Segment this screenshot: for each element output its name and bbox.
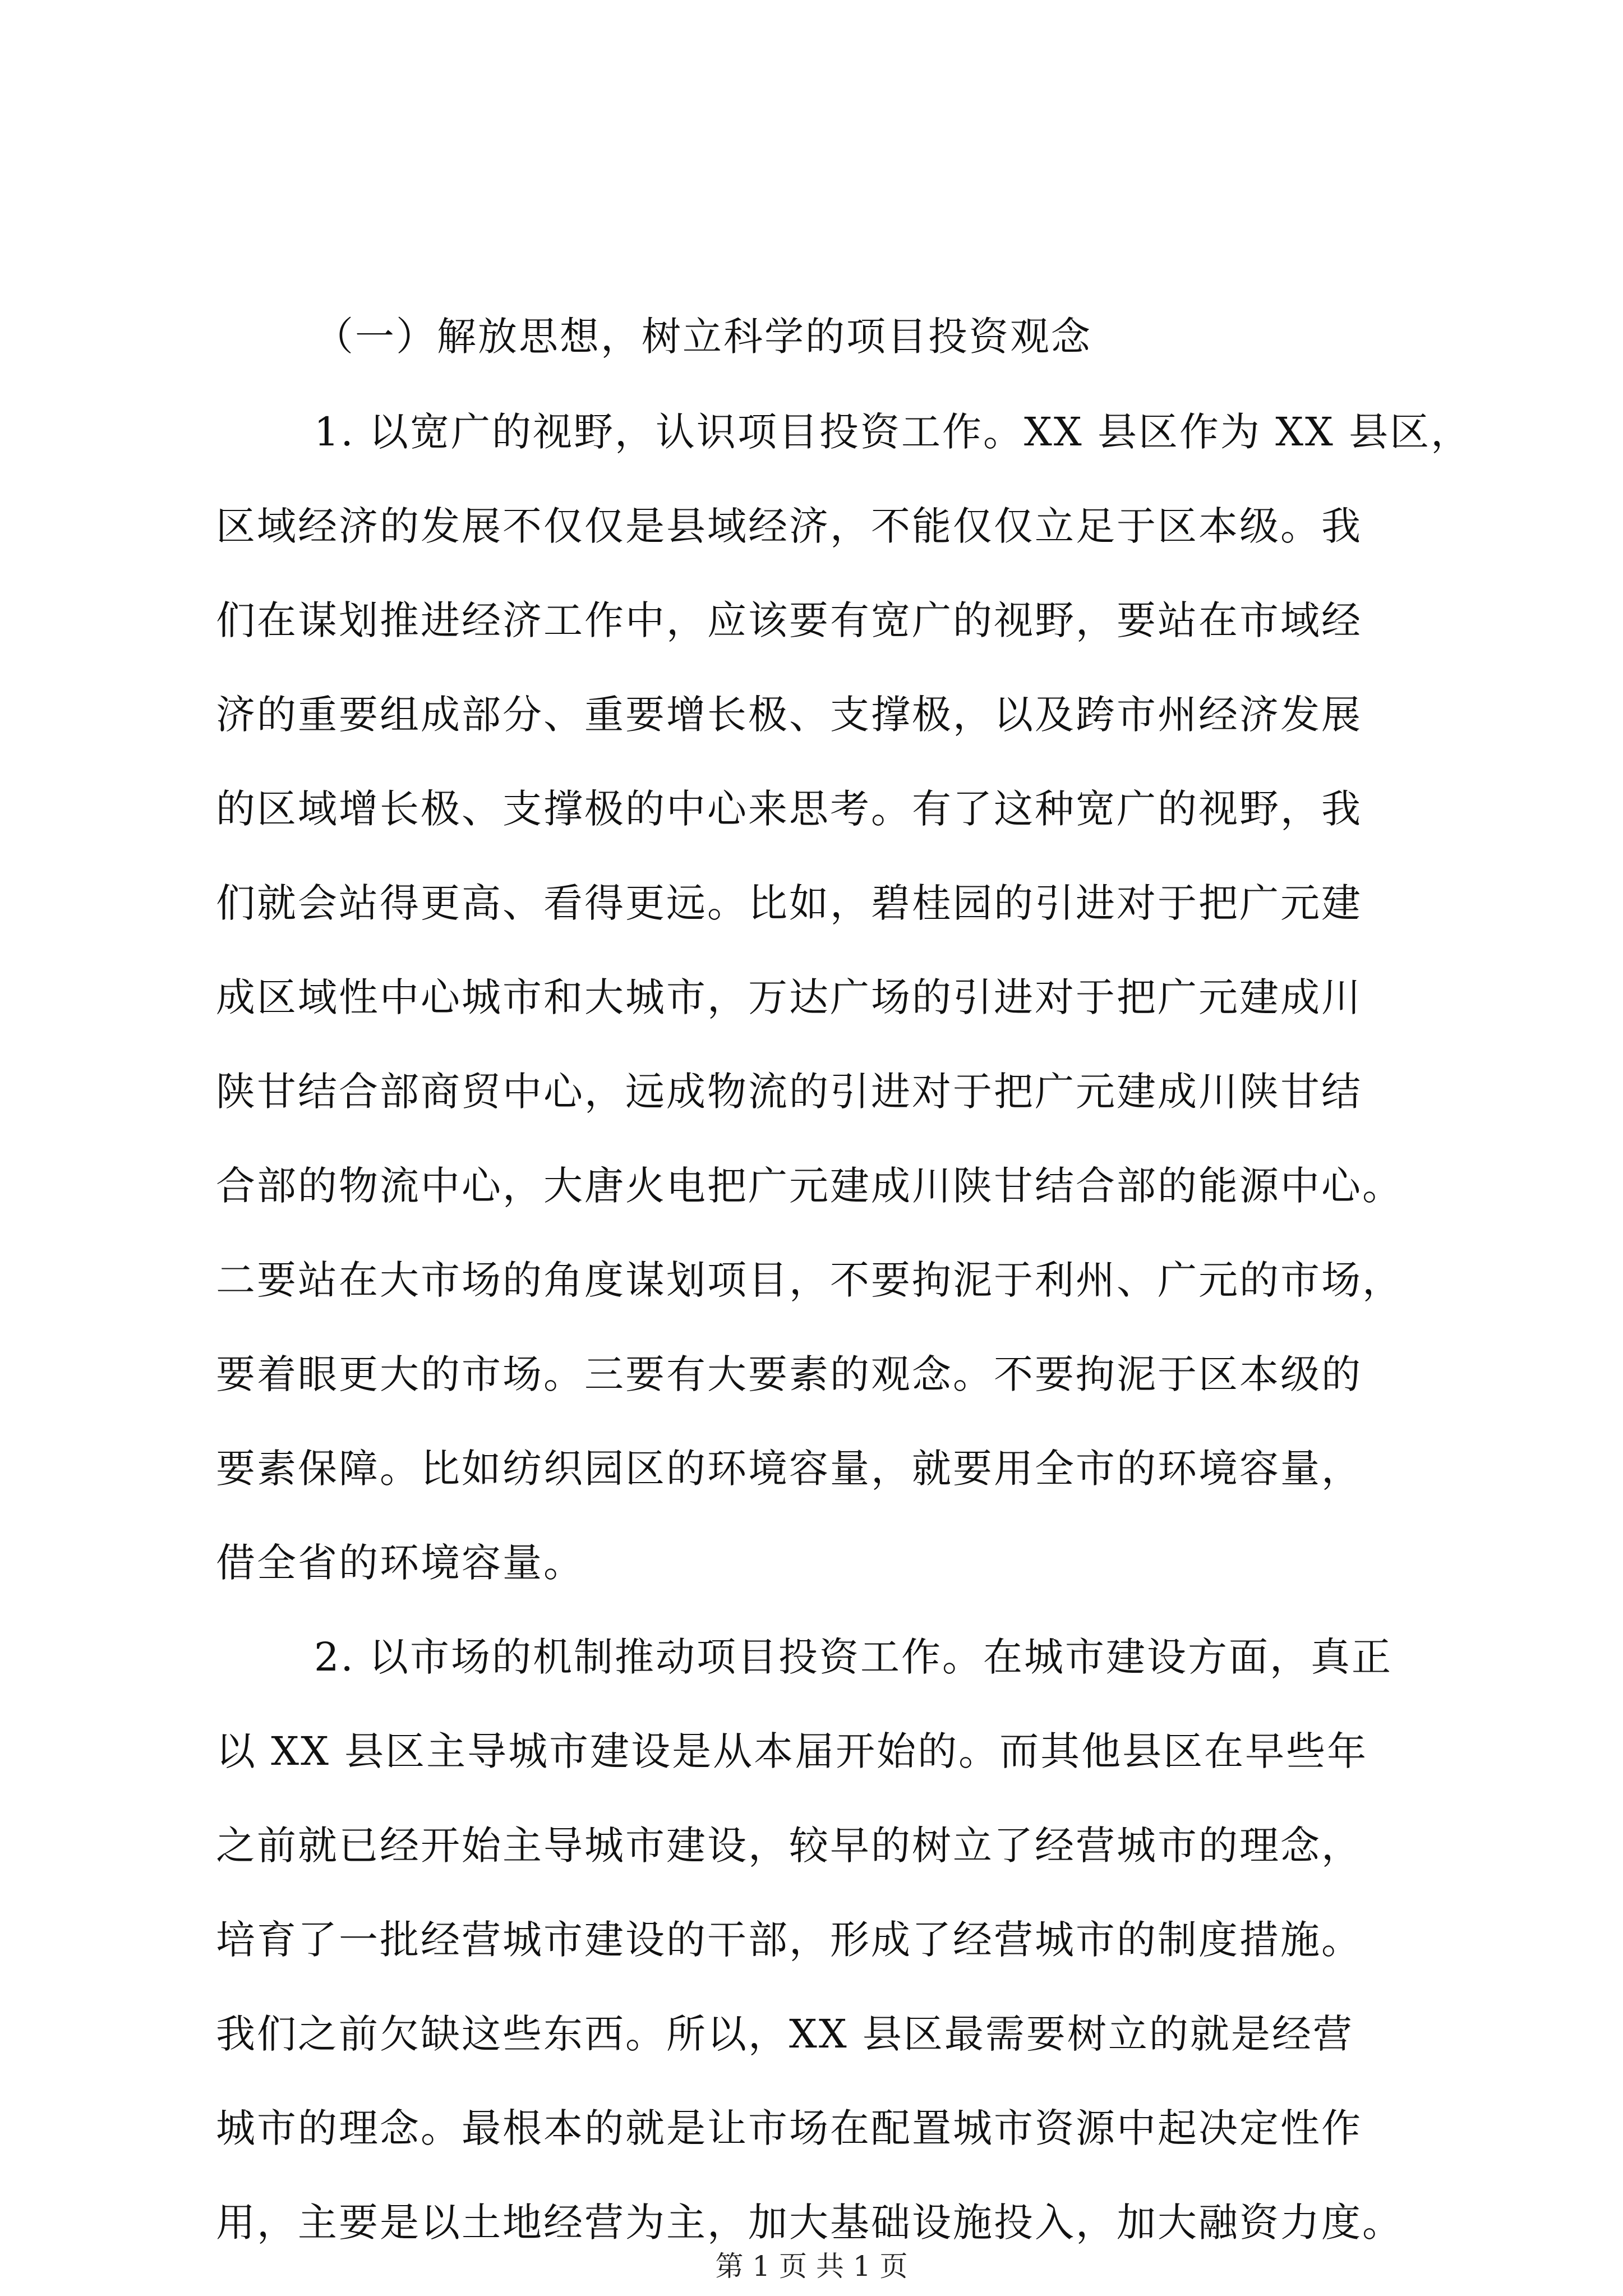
body-line: 陕甘结合部商贸中心，远成物流的引进对于把广元建成川陕甘结 (216, 1069, 1362, 1115)
body-line: 济的重要组成部分、重要增长极、支撑极，以及跨市州经济发展 (216, 692, 1362, 738)
body-line: 1. 以宽广的视野，认识项目投资工作。XX 县区作为 XX 县区， (314, 409, 1472, 455)
body-line: 之前就已经开始主导城市建设，较早的树立了经营城市的理念， (216, 1823, 1362, 1869)
body-line: 用，主要是以土地经营为主，加大基础设施投入，加大融资力度。 (216, 2200, 1403, 2246)
section-heading: （一）解放思想，树立科学的项目投资观念 (314, 314, 1092, 360)
page-number-footer: 第 1 页 共 1 页 (715, 2250, 908, 2283)
body-line: 以 XX 县区主导城市建设是从本届开始的。而其他县区在早些年 (216, 1728, 1368, 1774)
body-line: 2. 以市场的机制推动项目投资工作。在城市建设方面，真正 (314, 1634, 1393, 1680)
body-line: 区域经济的发展不仅仅是县域经济，不能仅仅立足于区本级。我 (216, 503, 1362, 549)
body-line: 我们之前欠缺这些东西。所以，XX 县区最需要树立的就是经营 (216, 2011, 1354, 2057)
body-line: 城市的理念。最根本的就是让市场在配置城市资源中起决定性作 (216, 2105, 1362, 2151)
body-line: 要素保障。比如纺织园区的环境容量，就要用全市的环境容量， (216, 1446, 1362, 1492)
body-line: 成区域性中心城市和大城市，万达广场的引进对于把广元建成川 (216, 974, 1362, 1020)
body-line: 合部的物流中心，大唐火电把广元建成川陕甘结合部的能源中心。 (216, 1163, 1403, 1209)
body-line: 要着眼更大的市场。三要有大要素的观念。不要拘泥于区本级的 (216, 1351, 1362, 1397)
body-line: 培育了一批经营城市建设的干部，形成了经营城市的制度措施。 (216, 1917, 1362, 1963)
body-line: 二要站在大市场的角度谋划项目，不要拘泥于利州、广元的市场， (216, 1257, 1403, 1303)
body-line: 们就会站得更高、看得更远。比如，碧桂园的引进对于把广元建 (216, 880, 1362, 926)
body-line: 借全省的环境容量。 (216, 1540, 584, 1586)
body-line: 的区域增长极、支撑极的中心来思考。有了这种宽广的视野，我 (216, 786, 1362, 832)
body-line: 们在谋划推进经济工作中，应该要有宽广的视野，要站在市域经 (216, 597, 1362, 643)
